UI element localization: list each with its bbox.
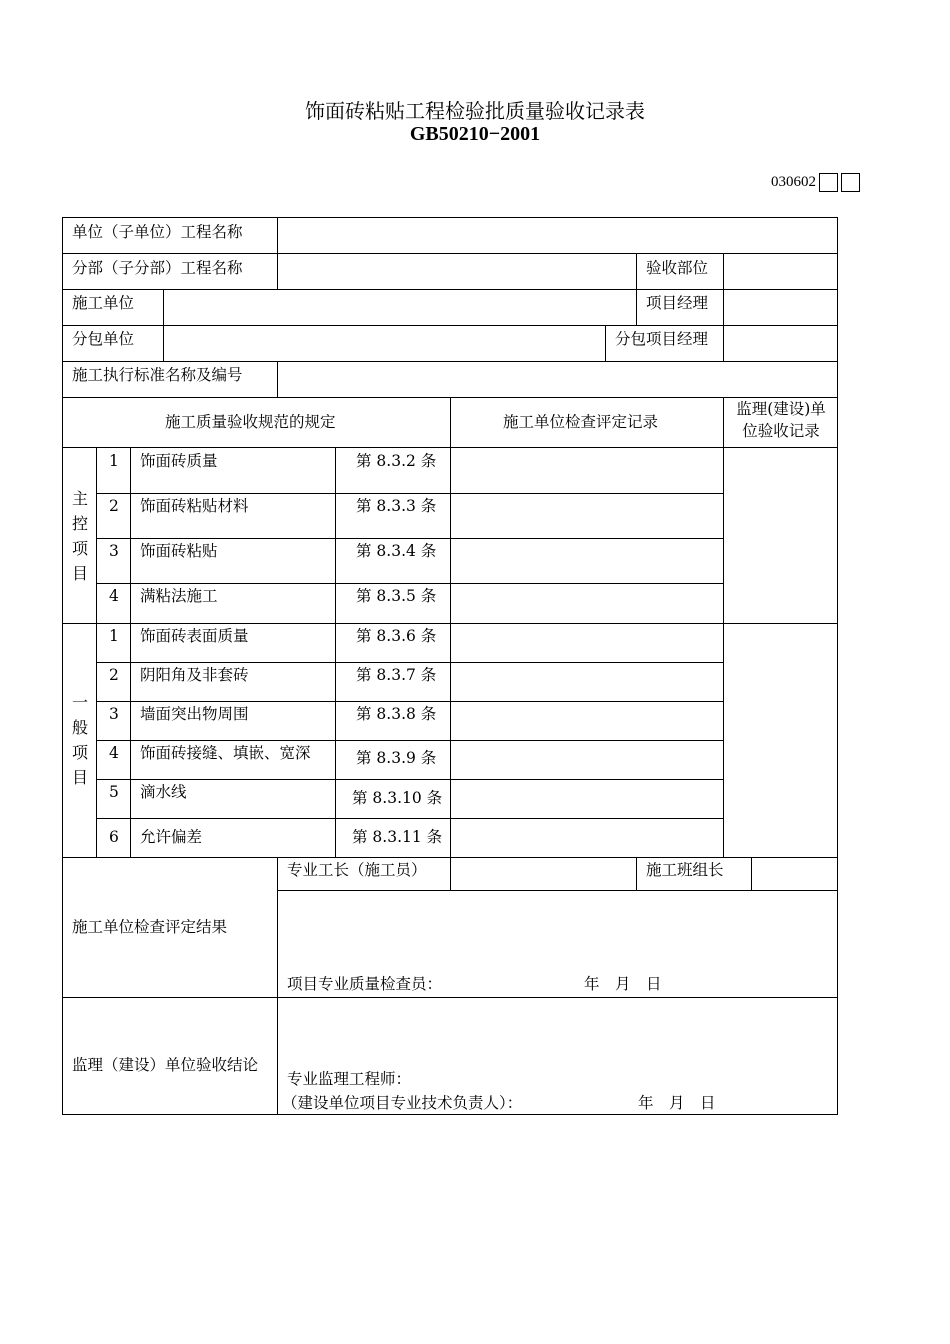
main-item-3-name-text: 饰面砖粘贴 <box>140 542 218 560</box>
team-leader-label-cell <box>636 857 751 890</box>
main-item-1-name <box>130 447 335 493</box>
code-box-2[interactable] <box>841 173 860 192</box>
general-item-5-no <box>96 779 130 818</box>
general-item-1-name-text: 饰面砖表面质量 <box>140 627 249 645</box>
main-control-char-3: 项 <box>71 539 88 558</box>
main-item-1-clause-text: 第 8.3.2 条 <box>356 452 437 470</box>
general-item-3-clause-text: 第 8.3.8 条 <box>356 705 437 723</box>
main-item-2-clause <box>335 493 450 538</box>
supervising-engineer-label: 专业监理工程师： <box>287 1070 412 1088</box>
general-char-4: 目 <box>71 768 88 787</box>
foreman-value[interactable] <box>450 857 636 890</box>
main-control-supervision[interactable] <box>723 447 838 623</box>
spec-header <box>62 397 450 447</box>
main-item-4-clause-text: 第 8.3.5 条 <box>356 587 437 605</box>
main-item-4-record[interactable] <box>450 583 723 623</box>
general-item-1-clause-text: 第 8.3.6 条 <box>356 627 437 645</box>
general-item-4-clause <box>335 740 450 779</box>
project-manager-label-cell <box>636 289 723 325</box>
main-item-4-name-text: 满粘法施工 <box>140 587 218 605</box>
main-item-2-name-text: 饰面砖粘贴材料 <box>140 497 249 515</box>
form-title: 饰面砖粘贴工程检验批质量验收记录表 <box>305 99 645 123</box>
general-item-4-no <box>96 740 130 779</box>
general-item-3-name-text: 墙面突出物周围 <box>140 705 249 723</box>
main-item-4-clause <box>335 583 450 623</box>
general-item-3-no <box>96 701 130 740</box>
check-result-label: 施工单位检查评定结果 <box>72 918 228 936</box>
project-manager-label: 项目经理 <box>646 294 709 312</box>
main-item-4-no <box>96 583 130 623</box>
general-supervision[interactable] <box>723 623 838 857</box>
general-item-2-name <box>130 662 335 701</box>
sub-project-label-cell <box>62 253 277 289</box>
main-item-1-clause <box>335 447 450 493</box>
supervision-header-line1: 监理(建设)单 <box>736 400 826 418</box>
main-item-3-clause <box>335 538 450 583</box>
inspector-label: 项目专业质量检查员： <box>287 975 443 993</box>
general-item-3-clause <box>335 701 450 740</box>
supervision-header <box>723 397 838 447</box>
main-item-3-record[interactable] <box>450 538 723 583</box>
general-item-2-no <box>96 662 130 701</box>
check-record-header-label: 施工单位检查评定记录 <box>503 413 659 431</box>
general-item-1-name <box>130 623 335 662</box>
conclusion-label-cell <box>62 997 277 1115</box>
main-control-char-4: 目 <box>71 564 88 583</box>
general-item-1-clause <box>335 623 450 662</box>
main-item-1-no-text: 1 <box>109 452 119 470</box>
check-record-header <box>450 397 723 447</box>
acceptance-part-label: 验收部位 <box>646 259 709 277</box>
general-item-3-record[interactable] <box>450 701 723 740</box>
unit-project-label-cell <box>62 217 277 253</box>
main-item-2-no <box>96 493 130 538</box>
main-control-char-1: 主 <box>71 489 88 508</box>
subcontract-manager-value[interactable] <box>723 325 838 361</box>
unit-project-label: 单位（子单位）工程名称 <box>72 223 243 241</box>
owner-tech-lead-label: （建设单位项目专业技术负责人）： <box>282 1094 523 1112</box>
general-item-4-name-text: 饰面砖接缝、填嵌、宽深 <box>140 744 311 762</box>
standard-label-cell <box>62 361 277 397</box>
general-item-5-name-text: 滴水线 <box>140 783 187 801</box>
subcontract-manager-label-cell <box>605 325 723 361</box>
general-item-1-no <box>96 623 130 662</box>
general-item-2-no-text: 2 <box>109 666 119 684</box>
foreman-label-cell <box>277 857 450 890</box>
general-char-1: 一 <box>71 693 88 712</box>
main-item-3-no-text: 3 <box>109 542 119 560</box>
supervision-header-line2: 位验收记录 <box>742 422 820 440</box>
main-item-4-no-text: 4 <box>109 587 119 605</box>
conclusion-date: 年 月 日 <box>638 1094 716 1112</box>
check-result-label-cell <box>62 857 277 997</box>
general-item-4-no-text: 4 <box>109 744 119 762</box>
general-item-6-no <box>96 818 130 857</box>
general-item-6-no-text: 6 <box>109 828 119 846</box>
general-group-label <box>62 623 96 857</box>
general-item-6-name-text: 允许偏差 <box>140 828 203 846</box>
spec-header-label: 施工质量验收规范的规定 <box>165 413 336 431</box>
subcontract-unit-value[interactable] <box>163 325 605 361</box>
general-item-2-name-text: 阴阳角及非套砖 <box>140 666 249 684</box>
conclusion-content[interactable] <box>277 997 838 1115</box>
general-item-1-no-text: 1 <box>109 627 119 645</box>
main-item-2-clause-text: 第 8.3.3 条 <box>356 497 437 515</box>
sub-project-label: 分部（子分部）工程名称 <box>72 259 243 277</box>
main-control-char-2: 控 <box>71 514 88 533</box>
general-item-5-clause <box>335 779 450 818</box>
general-item-5-name <box>130 779 335 818</box>
general-item-6-name <box>130 818 335 857</box>
general-char-2: 般 <box>71 718 88 737</box>
main-item-1-name-text: 饰面砖质量 <box>140 452 218 470</box>
main-item-2-no-text: 2 <box>109 497 119 515</box>
project-manager-value[interactable] <box>723 289 838 325</box>
main-item-3-name <box>130 538 335 583</box>
sub-project-value[interactable] <box>277 253 636 289</box>
construction-unit-label: 施工单位 <box>72 294 135 312</box>
construction-unit-label-cell <box>62 289 163 325</box>
general-item-1-record[interactable] <box>450 623 723 662</box>
unit-project-value[interactable] <box>277 217 838 253</box>
main-item-2-record[interactable] <box>450 493 723 538</box>
general-item-4-clause-text: 第 8.3.9 条 <box>356 749 437 767</box>
main-control-group-label <box>62 447 96 623</box>
code-box-1[interactable] <box>819 173 838 192</box>
foreman-label: 专业工长（施工员） <box>287 861 427 879</box>
subcontract-manager-label: 分包项目经理 <box>615 330 709 348</box>
main-item-2-name <box>130 493 335 538</box>
subcontract-unit-label: 分包单位 <box>72 330 135 348</box>
main-item-1-record[interactable] <box>450 447 723 493</box>
general-item-4-record[interactable] <box>450 740 723 779</box>
standard-label: 施工执行标准名称及编号 <box>72 366 243 384</box>
acceptance-part-label-cell <box>636 253 723 289</box>
general-item-2-clause <box>335 662 450 701</box>
check-result-content[interactable] <box>277 890 838 997</box>
standard-value[interactable] <box>277 361 838 397</box>
general-item-2-clause-text: 第 8.3.7 条 <box>356 666 437 684</box>
general-item-5-clause-text: 第 8.3.10 条 <box>352 789 443 807</box>
general-item-4-name <box>130 740 335 779</box>
general-char-3: 项 <box>71 743 88 762</box>
general-item-3-no-text: 3 <box>109 705 119 723</box>
conclusion-label: 监理（建设）单位验收结论 <box>72 1056 259 1074</box>
main-item-1-no <box>96 447 130 493</box>
general-item-6-record[interactable] <box>450 818 723 857</box>
standard-code: GB50210−2001 <box>409 123 541 145</box>
team-leader-value[interactable] <box>751 857 838 890</box>
subcontract-unit-label-cell <box>62 325 163 361</box>
general-item-6-clause-text: 第 8.3.11 条 <box>352 828 443 846</box>
general-item-3-name <box>130 701 335 740</box>
main-item-3-clause-text: 第 8.3.4 条 <box>356 542 437 560</box>
acceptance-part-value[interactable] <box>723 253 838 289</box>
general-item-6-clause <box>335 818 450 857</box>
general-item-2-record[interactable] <box>450 662 723 701</box>
main-item-4-name <box>130 583 335 623</box>
main-item-3-no <box>96 538 130 583</box>
check-result-date: 年 月 日 <box>584 975 662 993</box>
form-code <box>771 173 860 192</box>
team-leader-label: 施工班组长 <box>646 861 724 879</box>
general-item-5-record[interactable] <box>450 779 723 818</box>
form-code-number: 030602 <box>771 174 816 190</box>
general-item-5-no-text: 5 <box>109 783 119 801</box>
construction-unit-value[interactable] <box>163 289 636 325</box>
